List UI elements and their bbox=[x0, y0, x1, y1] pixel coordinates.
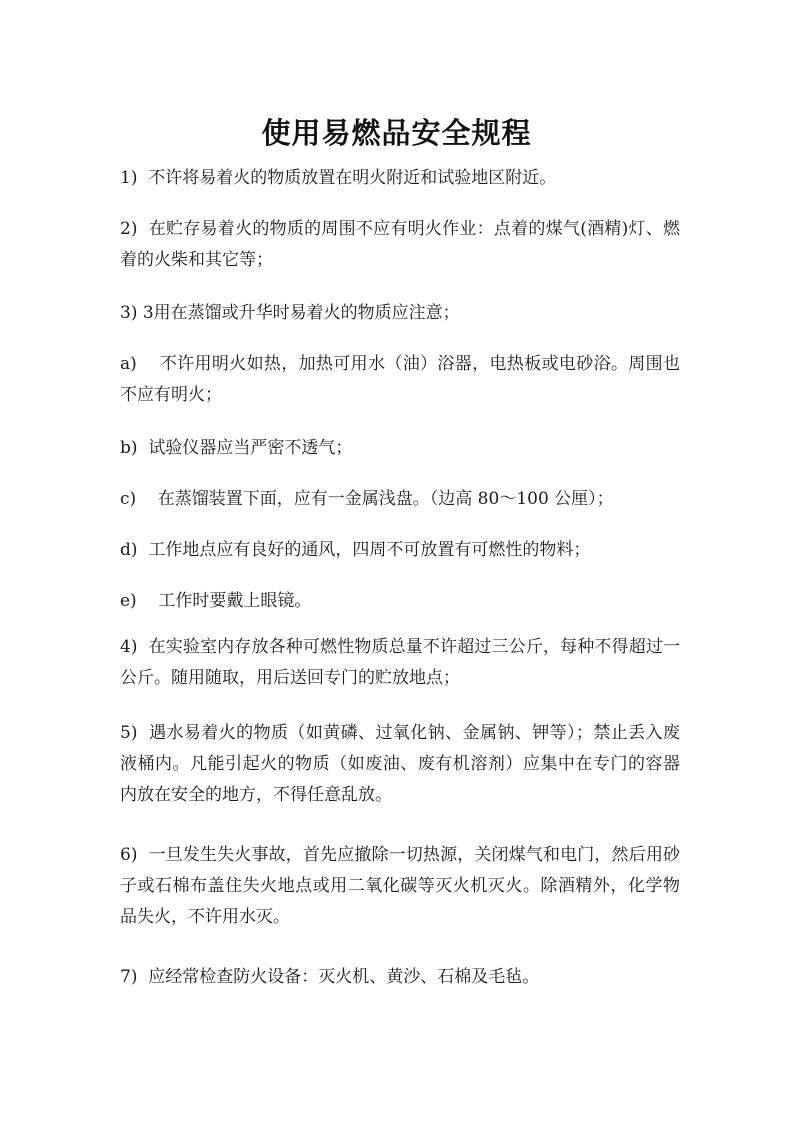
rule-text: 工作时要戴上眼镜。 bbox=[158, 591, 312, 611]
rule-item-d bbox=[120, 535, 680, 566]
rule-label: 2) bbox=[120, 219, 138, 239]
rule-item-4 bbox=[120, 632, 680, 694]
rule-item-2 bbox=[120, 214, 680, 276]
rule-label: 1) bbox=[120, 168, 138, 188]
rule-item-c bbox=[120, 484, 680, 515]
rule-label: b) bbox=[120, 438, 138, 458]
rule-item-7 bbox=[120, 962, 680, 993]
rule-text: 不许用明火如热，加热可用水（油）浴器，电热板或电砂浴。周围也不应有明火； bbox=[120, 354, 680, 405]
rule-label: e) bbox=[120, 591, 137, 611]
rule-text: 3用在蒸馏或升华时易着火的物质应注意； bbox=[142, 303, 460, 323]
rule-item-6 bbox=[120, 840, 680, 933]
rule-label: 7) bbox=[120, 967, 138, 987]
rule-label: 5) bbox=[120, 723, 138, 743]
document-title: 使用易燃品安全规程 bbox=[261, 116, 532, 151]
rule-text: 试验仪器应当严密不透气； bbox=[148, 438, 353, 458]
rule-text: 不许将易着火的物质放置在明火附近和试验地区附近。 bbox=[148, 168, 557, 188]
rule-label: a) bbox=[120, 354, 137, 374]
rule-text: 工作地点应有良好的通风，四周不可放置有可燃性的物料； bbox=[148, 540, 591, 560]
rule-item-3 bbox=[120, 298, 680, 329]
rule-text: 遇水易着火的物质（如黄磷、过氧化钠、金属钠、钾等）；禁止丢入废液桶内。凡能引起火的物质（如废油、废有机溶剂）应集中在专门的容器内放在安全的地方，不得任意乱放。 bbox=[120, 723, 680, 805]
rule-text: 在蒸馏装置下面，应有一金属浅盘。（边高 80～100 公厘）； bbox=[157, 489, 614, 509]
rule-label: 3) bbox=[120, 303, 138, 323]
rule-label: d) bbox=[120, 540, 138, 560]
rule-label: 6) bbox=[120, 845, 138, 865]
rule-item-b bbox=[120, 433, 680, 464]
rule-item-a bbox=[120, 349, 680, 411]
rule-text: 在实验室内存放各种可燃性物质总量不许超过三公斤，每种不得超过一公斤。随用随取，用后送回专门的贮放地点； bbox=[120, 637, 680, 688]
rule-label: 4) bbox=[120, 637, 138, 657]
rule-item-1 bbox=[120, 163, 680, 194]
rule-item-5 bbox=[120, 718, 680, 811]
rule-text: 应经常检查防火设备：灭火机、黄沙、石棉及毛毡。 bbox=[148, 967, 540, 987]
rule-text: 在贮存易着火的物质的周围不应有明火作业：点着的煤气(酒精)灯、燃着的火柴和其它等； bbox=[120, 219, 681, 270]
rule-item-e bbox=[120, 586, 680, 617]
rule-text: 一旦发生失火事故，首先应撤除一切热源，关闭煤气和电门，然后用砂子或石棉布盖住失火地点或用二氧化碳等灭火机灭火。除酒精外，化学物品失火，不许用水灭。 bbox=[120, 845, 680, 927]
rule-label: c) bbox=[120, 489, 137, 509]
